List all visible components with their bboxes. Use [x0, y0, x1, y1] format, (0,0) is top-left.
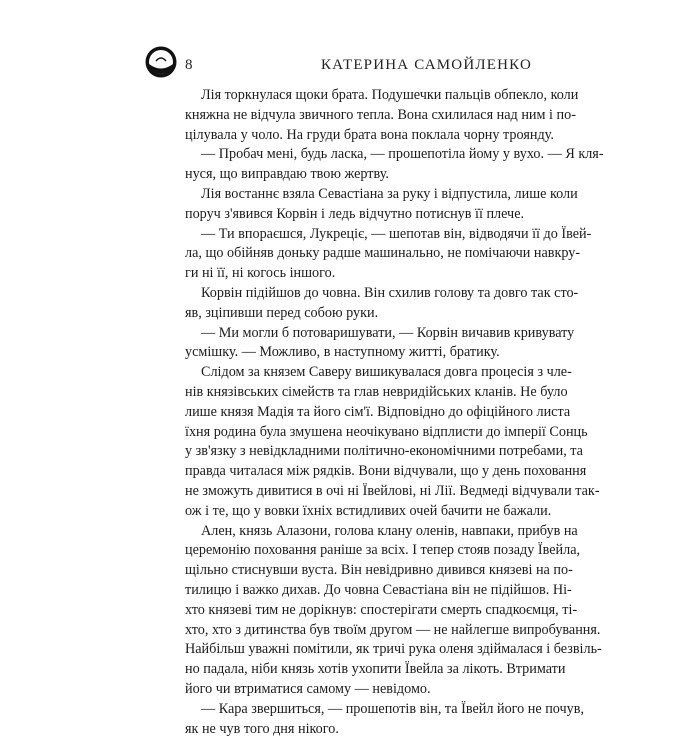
body-text [185, 86, 533, 739]
text-line: хто, хто з дитинства був твоїм другом — не найлегше випробування. [185, 621, 533, 641]
text-line: княжна не відчула звичного тепла. Вона схилилася над ним і по- [185, 106, 533, 126]
text-line: Лія востаннє взяла Севастіана за руку і відпустила, лише коли [185, 185, 533, 205]
text-line: цілувала у чоло. На груди брата вона поклала чорну троянду. [185, 126, 533, 146]
text-line: Слідом за князем Саверу вишикувалася довга процесія з чле- [185, 363, 533, 383]
text-line: нуся, що виправдаю твою жертву. [185, 165, 533, 185]
text-line: ла, що обійняв доньку радше машинально, не помічаючи навкру- [185, 244, 533, 264]
paragraph [185, 700, 533, 739]
paragraph [185, 145, 533, 185]
text-line: — Ти впораєшся, Лукреціє, — шепотав він, відводячи її до Ївей- [185, 225, 533, 245]
paragraph [185, 284, 533, 324]
text-line: ож і те, що у вовки їхніх встидливих очей бачити не бажали. [185, 502, 533, 522]
text-line: — Пробач мені, будь ласка, — прошепотіла йому у вухо. — Я кля- [185, 145, 533, 165]
paragraph [185, 86, 533, 145]
text-line: ги ні її, ні когось іншого. [185, 264, 533, 284]
paragraph [185, 185, 533, 225]
text-line: Ален, князь Алазони, голова клану оленів, навпаки, прибув на [185, 522, 533, 542]
text-line: правда читалася між рядків. Вони відчували, що у день поховання [185, 462, 533, 482]
text-line: Найбільш уважні помітили, як тричі рука оленя здіймалася і безвіль- [185, 640, 533, 660]
paragraph [185, 363, 533, 521]
text-line: як не чув того дня нікого. [185, 720, 533, 739]
paragraph [185, 324, 533, 364]
text-line: хто князеві тим не дорікнув: спостерігати смерть спадкоємця, ті- [185, 601, 533, 621]
text-line: Корвін підійшов до човна. Він схилив голову та довго так сто- [185, 284, 533, 304]
paragraph [185, 522, 533, 700]
text-line: тилицю і важко дихав. До човна Севастіана він не підійшов. Ні- [185, 581, 533, 601]
text-line: поруч з'явився Корвін і ледь відчутно потиснув її плече. [185, 205, 533, 225]
text-line: у зв'язку з невідкладними політично-економічними потребами, та [185, 442, 533, 462]
text-line: Лія торкнулася щоки брата. Подушечки пальців обпекло, коли [185, 86, 533, 106]
text-line: усмішку. — Можливо, в наступному житті, братику. [185, 343, 533, 363]
text-line: нів князівських сімейств та глав невридійських кланів. Не було [185, 383, 533, 403]
text-line: но падала, ніби князь хотів ухопити Ївейла за лікоть. Втримати [185, 660, 533, 680]
page-number: 8 [185, 56, 193, 74]
text-line: церемонію поховання раніше за всіх. І тепер стояв позаду Ївейла, [185, 541, 533, 561]
text-line: їхня родина була змушена неочікувано відплисти до імперії Сонць [185, 423, 533, 443]
text-line: не зможуть дивитися в очі ні Ївейлові, ні Лії. Ведмеді відчували так- [185, 482, 533, 502]
text-line: яв, зціпивши перед собою руки. [185, 304, 533, 324]
publisher-logo-icon [144, 45, 178, 79]
text-line: щільно стиснувши вуста. Він невідривно дивився князеві на по- [185, 561, 533, 581]
text-line: його чи втриматися самому — невідомо. [185, 680, 533, 700]
text-line: — Ми могли б потоваришувати, — Корвін вичавив кривувату [185, 324, 533, 344]
text-line: — Кара звершиться, — прошепотів він, та Ївейл його не почув, [185, 700, 533, 720]
paragraph [185, 225, 533, 284]
running-head-author: КАТЕРИНА САМОЙЛЕНКО [270, 56, 532, 74]
text-line: лише князя Мадія та його сім'ї. Відповідно до офіційного листа [185, 403, 533, 423]
